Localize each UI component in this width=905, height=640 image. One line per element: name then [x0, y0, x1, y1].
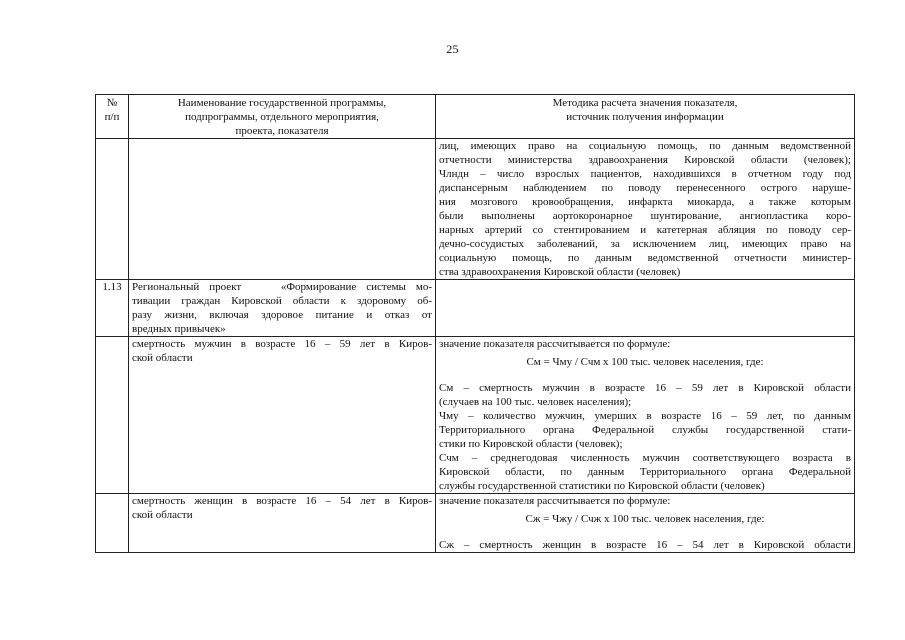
header-name [129, 95, 436, 139]
name-line: тивации граждан Кировской области к здоровому об- [132, 295, 432, 307]
cell-name [129, 139, 436, 280]
header-method-line: Методика расчета значения показателя, [552, 97, 738, 109]
method-line: ния мозгового кровообращения, инфаркта миокарда, а также которым [439, 196, 851, 208]
method-intro: значение показателя рассчитывается по формуле: [439, 495, 671, 507]
cell-number [96, 494, 129, 553]
table-row-continuation [96, 139, 855, 280]
header-method [436, 95, 855, 139]
name-line: Региональный проект «Формирование системы мо- [132, 281, 432, 293]
method-line: диспансерным наблюдением по поводу перенесенного острого наруше- [439, 182, 851, 194]
method-line: службы государственной статистики по Кировской области (человек) [439, 480, 765, 492]
cell-number [96, 139, 129, 280]
table-row-men-mortality [96, 337, 855, 494]
cell-name [129, 280, 436, 337]
header-name-line: Наименование государственной программы, [177, 97, 387, 109]
method-line: лиц, имеющих право на социальную помощь, по данным ведомственной [439, 140, 851, 152]
method-line: Счм – среднегодовая численность мужчин соответствующего возраста в [439, 452, 851, 464]
cell-name [129, 494, 436, 553]
table-header-row [96, 95, 855, 139]
cell-name [129, 337, 436, 494]
cell-method [436, 494, 855, 553]
table-row-women-mortality [96, 494, 855, 553]
name-line: разу жизни, включая здоровое питание и отказ от [132, 309, 432, 321]
cell-method [436, 280, 855, 337]
method-line: (случаев на 100 тыс. человек населения); [439, 396, 632, 408]
method-line: Территориального органа Федеральной службы государственной стати- [439, 424, 851, 436]
name-line: ской области [132, 352, 193, 364]
cell-number: 1.13 [96, 280, 129, 337]
method-line: стики по Кировской области (человек); [439, 438, 623, 450]
header-method-line: источник получения информации [566, 111, 724, 123]
name-line: смертность мужчин в возрасте 16 – 59 лет в Киров- [132, 338, 432, 350]
method-line: Чму – количество мужчин, умерших в возрасте 16 – 59 лет, по данным [439, 410, 851, 422]
name-line: ской области [132, 509, 193, 521]
method-line: нарных артерий со стентированием и катетерная абляция по поводу сер- [439, 224, 851, 236]
name-line: смертность женщин в возрасте 16 – 54 лет в Киров- [132, 495, 432, 507]
table-row-1-13 [96, 280, 855, 337]
page-number: 25 [446, 42, 459, 56]
method-line: Сж – смертность женщин в возрасте 16 – 54 лет в Кировской области [439, 539, 851, 551]
method-line: Кировской области, по данным Территориального органа Федеральной [439, 466, 851, 478]
cell-method [436, 337, 855, 494]
method-line: Члндн – число взрослых пациентов, находившихся в отчетном году под [439, 168, 851, 180]
header-number [96, 95, 129, 139]
method-line: отчетности министерства здравоохранения Кировской области (человек); [439, 154, 851, 166]
header-name-line: подпрограммы, отдельного мероприятия, [185, 111, 379, 123]
formula: Сж = Чжу / Счж х 100 тыс. человек населения, где: [525, 513, 765, 525]
method-line: дечно-сосудистых заболеваний, за исключением лиц, имеющих право на [439, 238, 851, 250]
formula: См = Чму / Счм х 100 тыс. человек населения, где: [526, 356, 764, 368]
method-line: ства здравоохранения Кировской области (человек) [439, 266, 681, 278]
method-line: См – смертность мужчин в возрасте 16 – 59 лет в Кировской области [439, 382, 851, 394]
method-line: социальную помощь, по данным ведомственной отчетности министер- [439, 252, 851, 264]
cell-number [96, 337, 129, 494]
method-line: были выполнены аортокоронарное шунтирование, ангиопластика коро- [439, 210, 851, 222]
name-line: вредных привычек» [132, 323, 226, 335]
header-number-line: № [106, 97, 118, 109]
cell-method [436, 139, 855, 280]
header-name-line: проекта, показателя [235, 125, 329, 137]
indicator-table [95, 94, 855, 553]
header-number-line: п/п [104, 111, 120, 123]
method-intro: значение показателя рассчитывается по формуле: [439, 338, 671, 350]
